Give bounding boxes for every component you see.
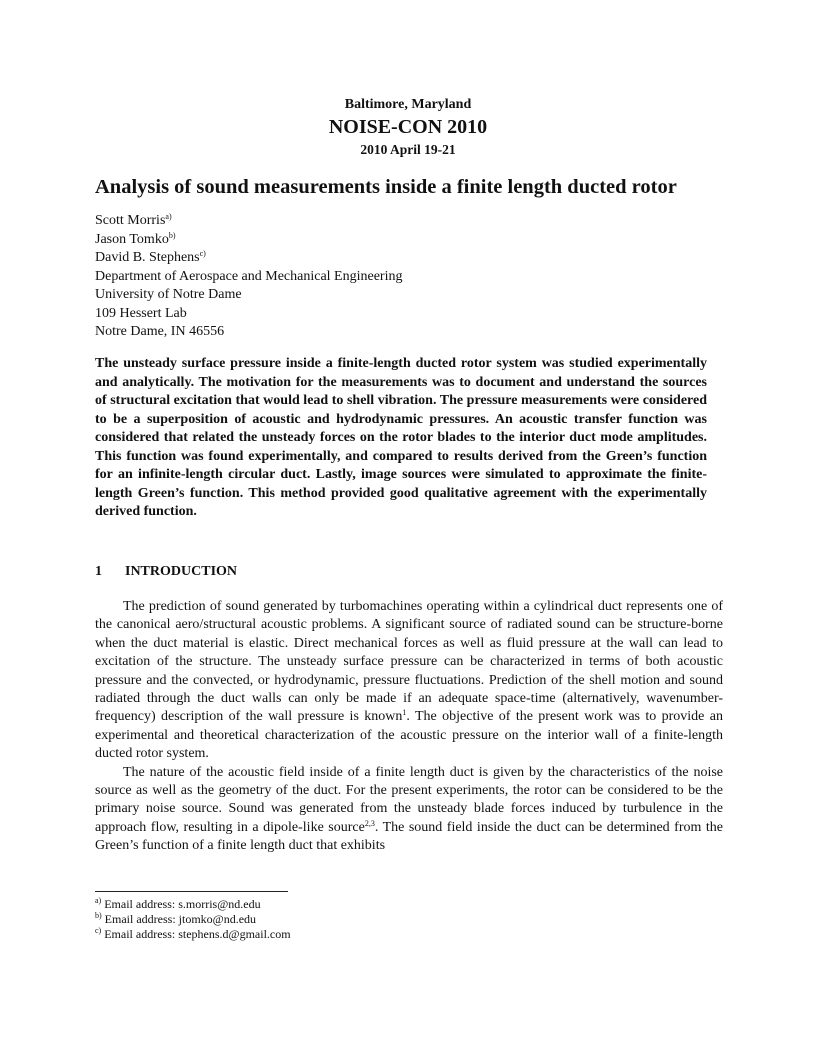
author-name: Jason Tomko xyxy=(95,231,169,247)
affiliation-line: University of Notre Dame xyxy=(95,287,242,302)
conference-name: NOISE-CON 2010 xyxy=(328,116,488,138)
section-heading xyxy=(95,563,237,581)
affiliation-line: 109 Hessert Lab xyxy=(95,305,187,321)
body-text xyxy=(95,598,723,856)
footnote xyxy=(95,927,291,942)
author-mark: a) xyxy=(165,212,172,221)
author-line xyxy=(95,212,402,231)
section-title: INTRODUCTION xyxy=(125,564,238,579)
author-block xyxy=(95,212,402,342)
footnotes xyxy=(95,897,291,942)
affiliation-line: Notre Dame, IN 46556 xyxy=(95,324,225,339)
conference-location: Baltimore, Maryland xyxy=(344,97,472,112)
citation-ref: 2,3 xyxy=(364,818,375,828)
footnote-mark: c) xyxy=(95,926,102,935)
footnote-mark: a) xyxy=(95,896,102,905)
footnote-text: Email address: stephens.d@gmail.com xyxy=(104,927,291,941)
paper-title: Analysis of sound measurements inside a finite length ducted rotor xyxy=(95,176,677,198)
paragraph-text: The prediction of sound generated by turbomachines operating within a cylindrical duct represents one of the canonical aero/structural acoustic problems. A significant source of radiated sound can be structure-borne when the duct material is elastic. Direct mechanical forces as well as fluid pressure at the wall can lead to excitation of the structure. The unsteady surface pressure can be characterized in terms of both acoustic pressure and the convected, or hydrodynamic, pressure fluctuations. Prediction of the shell motion and sound radiated through the duct walls can only be made if an adequate space-time (alternatively, wavenumber-frequency) description of the wall pressure is known xyxy=(95,599,723,725)
author-mark: c) xyxy=(199,249,206,258)
abstract: The unsteady surface pressure inside a finite-length ducted rotor system was studied experimentally and analytically. The motivation for the measurements was to document and understand the sources of structural excitation that would lead to shell vibration. The pressure measurements were considered to be a superposition of acoustic and hydrodynamic pressures. An acoustic transfer function was considered that related the unsteady forces on the rotor blades to the interior duct mode amplitudes. This function was found experimentally, and compared to results derived from the Green’s function for an infinite-length circular duct. Lastly, image sources were simulated to approximate the finite-length Green’s function. This method provided good qualitative agreement with the experimentally derived function. xyxy=(95,356,707,519)
conference-dates: 2010 April 19-21 xyxy=(360,142,456,157)
author-name: David B. Stephens xyxy=(95,250,200,265)
section-number: 1 xyxy=(95,564,102,579)
author-mark: b) xyxy=(168,230,176,240)
paragraph-text: The nature of the acoustic field inside of a finite length duct is given by the characteristics of the noise source as well as the geometry of the duct. For the present experiments, the rotor can be considered to be the primary noise source. Sound was generated from the unsteady blade forces induced by turbulence in the approach flow, resulting in a dipole-like source xyxy=(95,764,723,835)
footnote-text: Email address: s.morris@nd.edu xyxy=(104,897,261,911)
citation-ref: 1 xyxy=(402,708,407,718)
footnote xyxy=(95,912,291,927)
author-line xyxy=(95,249,402,268)
author-line xyxy=(95,231,402,250)
footnote-text: Email address: jtomko@nd.edu xyxy=(104,912,257,926)
paragraph-text: . The objective of the present work was to provide an experimental and theoretical characterization of the acoustic pressure on the interior wall of a finite-length ducted rotor system. xyxy=(95,709,723,762)
body-paragraph xyxy=(95,598,723,764)
body-paragraph xyxy=(95,764,723,856)
footnote-divider xyxy=(95,891,288,892)
footnote-mark: b) xyxy=(95,911,102,920)
footnote xyxy=(95,897,291,912)
author-name: Scott Morris xyxy=(95,213,166,228)
paragraph-text: . The sound field inside the duct can be determined from the Green’s function of a finite length duct that exhibits xyxy=(95,819,723,854)
affiliation-line: Department of Aerospace and Mechanical Engineering xyxy=(95,268,403,284)
